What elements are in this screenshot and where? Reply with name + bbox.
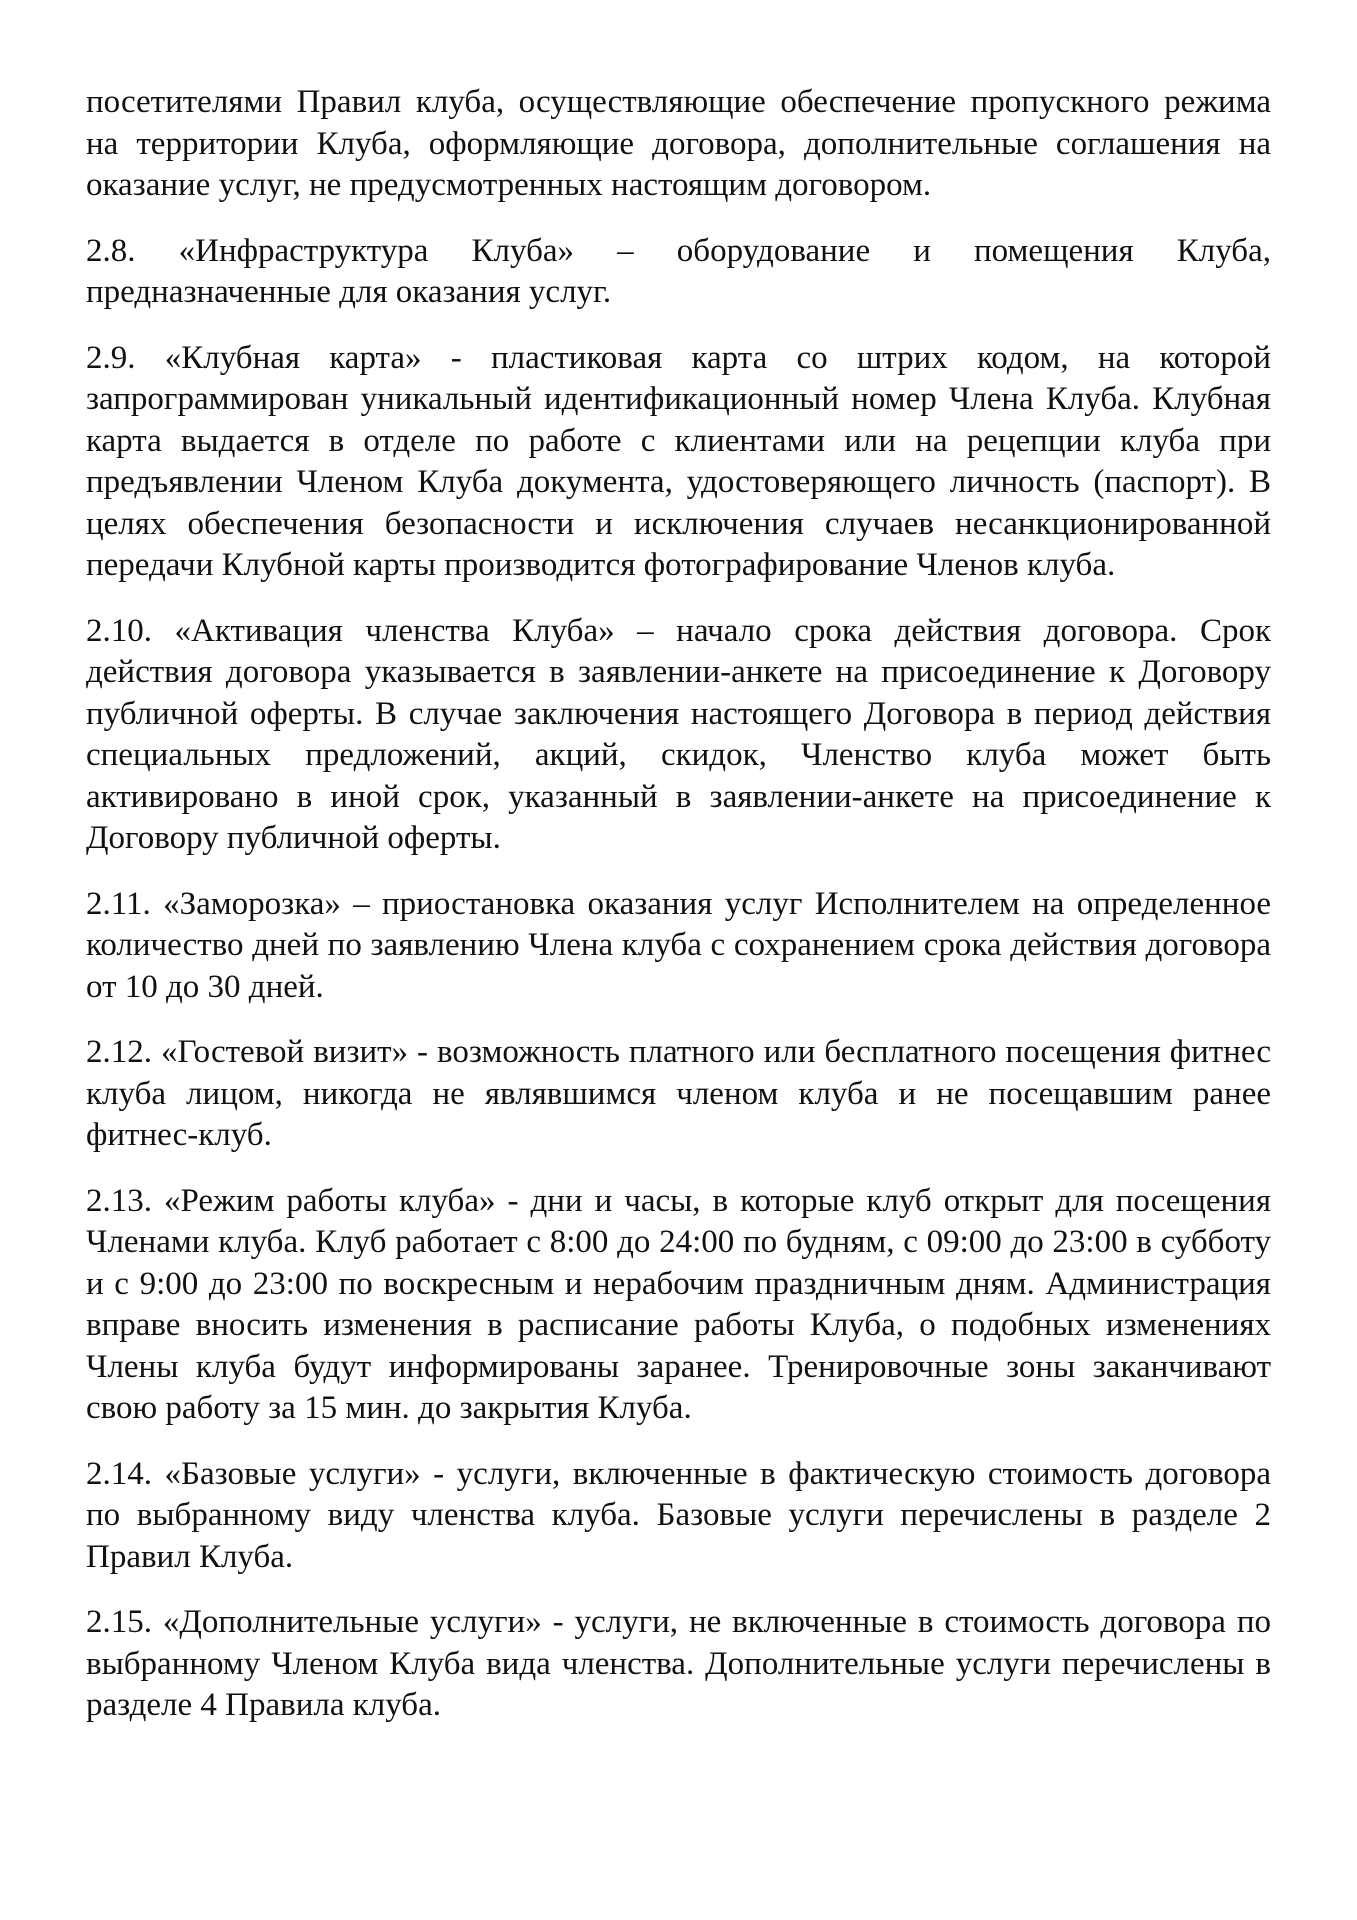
paragraph-2-11: 2.11. «Заморозка» – приостановка оказания услуг Исполнителем на определенное количество дней по заявлению Члена клуба с сохранением срока действия договора от 10 до 30 дней. (86, 885, 1271, 1005)
paragraph-2-9: 2.9. «Клубная карта» - пластиковая карта со штрих кодом, на которой запрограммирован уникальный идентификационный номер Члена Клуба. Клубная карта выдается в отделе по работе с клиентами или на рецепции клуба при предъявлении Членом Клуба документа, удостоверяющего личность (паспорт). В целях обеспечения безопасности и исключения случаев несанкционированной передачи Клубной карты производится фотографирование Членов клуба. (86, 339, 1271, 583)
paragraph-2-14: 2.14. «Базовые услуги» - услуги, включенные в фактическую стоимость договора по выбранному виду членства клуба. Базовые услуги перечислены в разделе 2 Правил Клуба. (86, 1455, 1271, 1575)
paragraph-2-13: 2.13. «Режим работы клуба» - дни и часы, в которые клуб открыт для посещения Членами клуба. Клуб работает с 8:00 до 24:00 по будням, с 09:00 до 23:00 в субботу и с 9:00 до 23:00 по воскресным и нерабочим праздничным дням. Администрация вправе вносить изменения в расписание работы Клуба, о подобных изменениях Члены клуба будут информированы заранее. Тренировочные зоны заканчивают свою работу за 15 мин. до закрытия Клуба. (86, 1182, 1271, 1426)
paragraph-2-8: 2.8. «Инфраструктура Клуба» – оборудование и помещения Клуба, предназначенные для оказания услуг. (86, 232, 1271, 310)
paragraph-2-12: 2.12. «Гостевой визит» - возможность платного или бесплатного посещения фитнес клуба лицом, никогда не являвшимся членом клуба и не посещавшим ранее фитнес-клуб. (86, 1034, 1271, 1153)
paragraph-continuation: посетителями Правил клуба, осуществляющие обеспечение пропускного режима на территории Клуба, оформляющие договора, дополнительные соглашения на оказание услуг, не предусмотренных настоящим договором. (86, 84, 1271, 203)
paragraph-2-10: 2.10. «Активация членства Клуба» – начало срока действия договора. Срок действия договора указывается в заявлении-анкете на присоединение к Договору публичной оферты. В случае заключения настоящего Договора в период действия специальных предложений, акций, скидок, Членство клуба может быть активировано в иной срок, указанный в заявлении-анкете на присоединение к Договору публичной оферты. (86, 612, 1271, 856)
paragraph-2-15: 2.15. «Дополнительные услуги» - услуги, не включенные в стоимость договора по выбранному Членом Клуба вида членства. Дополнительные услуги перечислены в разделе 4 Правила клуба. (86, 1604, 1271, 1723)
